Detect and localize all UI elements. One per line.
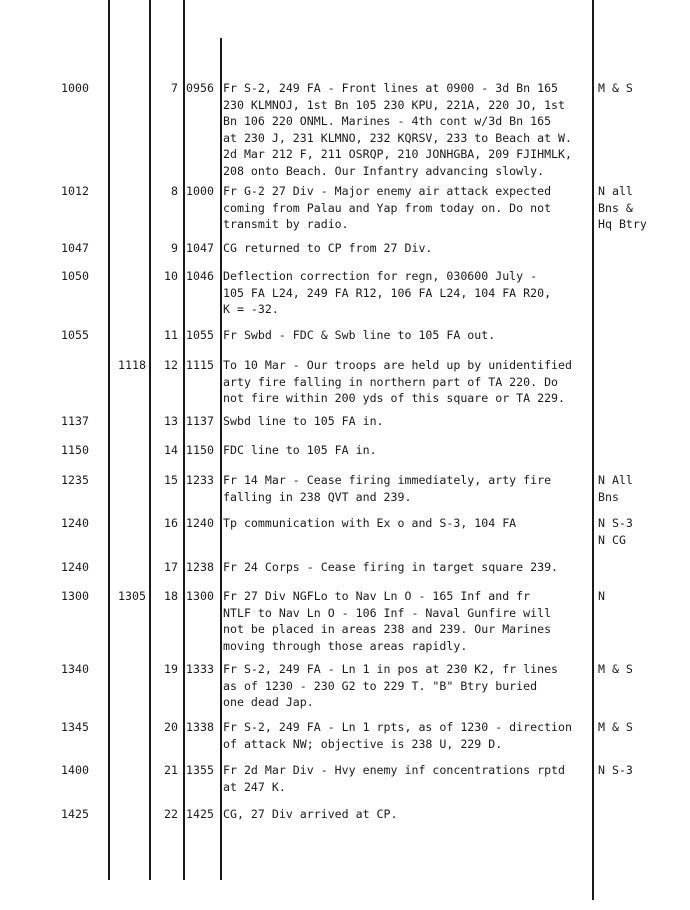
entry-message <box>223 327 591 344</box>
column-rule-1 <box>108 0 110 880</box>
distribution-line: Hq Btry <box>598 217 647 231</box>
message-line: Fr 2d Mar Div - Hvy enemy inf concentrations rptd <box>223 763 566 777</box>
entry-message <box>223 472 591 505</box>
message-line: not fire within 200 yds of this square or TA 229. <box>223 391 566 405</box>
entry-serial-number: 14 <box>164 443 178 457</box>
message-line: 105 FA L24, 249 FA R12, 106 FA L24, 104 FA R20, <box>223 285 552 300</box>
entry-serial-number: 19 <box>164 662 178 676</box>
column-rule-2 <box>149 0 151 880</box>
distribution-line: N CG <box>598 532 626 547</box>
entry-time-received: 1233 <box>186 473 214 487</box>
message-line: CG, 27 Div arrived at CP. <box>223 807 398 821</box>
entry-serial-number: 22 <box>164 807 178 821</box>
entry-message <box>223 413 591 430</box>
entry-distribution <box>598 80 678 97</box>
message-line: one dead Jap. <box>223 695 314 709</box>
entry-time-received: 1115 <box>186 358 214 372</box>
message-line: NTLF to Nav Ln O - 106 Inf - Naval Gunfire will <box>223 605 552 620</box>
message-line: as of 1230 - 230 G2 to 229 T. "B" Btry buried <box>223 678 538 693</box>
entry-time-received: 1047 <box>186 241 214 255</box>
entry-message <box>223 357 591 407</box>
entry-time: 1400 <box>61 763 89 777</box>
column-rule-4 <box>220 38 222 880</box>
entry-time-alt: 1118 <box>118 358 146 372</box>
entry-serial-number: 10 <box>164 269 178 283</box>
entry-distribution <box>598 661 678 678</box>
entry-serial-number: 11 <box>164 328 178 342</box>
entry-time: 1150 <box>61 443 89 457</box>
message-line: of attack NW; objective is 238 U, 229 D. <box>223 736 503 751</box>
message-line: K = -32. <box>223 302 279 316</box>
message-line: coming from Palau and Yap from today on. Do not <box>223 200 552 215</box>
entry-distribution <box>598 515 678 548</box>
entry-message <box>223 719 591 752</box>
entry-message <box>223 268 591 318</box>
entry-message <box>223 442 591 459</box>
entry-time-received: 1355 <box>186 763 214 777</box>
distribution-line: N S-3 <box>598 516 633 530</box>
entry-time-received: 1333 <box>186 662 214 676</box>
message-line: 230 KLMNOJ, 1st Bn 105 230 KPU, 221A, 220 JO, 1st <box>223 97 566 112</box>
message-line: FDC line to 105 FA in. <box>223 443 377 457</box>
entry-time-received: 1055 <box>186 328 214 342</box>
entry-time: 1425 <box>61 807 89 821</box>
entry-serial-number: 8 <box>171 184 178 198</box>
entry-time-received: 1137 <box>186 414 214 428</box>
entry-time: 1047 <box>61 241 89 255</box>
distribution-line: N <box>598 589 605 603</box>
entry-time-received: 1150 <box>186 443 214 457</box>
message-line: Fr Swbd - FDC & Swb line to 105 FA out. <box>223 328 496 342</box>
message-line: transmit by radio. <box>223 217 349 231</box>
distribution-line: M & S <box>598 662 633 676</box>
entry-time-received: 1425 <box>186 807 214 821</box>
entry-message <box>223 661 591 711</box>
message-line: Fr S-2, 249 FA - Ln 1 rpts, as of 1230 - direction <box>223 720 573 734</box>
entry-time: 1240 <box>61 516 89 530</box>
entry-time-received: 1338 <box>186 720 214 734</box>
entry-time: 1137 <box>61 414 89 428</box>
entry-message <box>223 515 591 532</box>
entry-serial-number: 20 <box>164 720 178 734</box>
entry-time: 1240 <box>61 560 89 574</box>
message-line: at 230 J, 231 KLMNO, 232 KQRSV, 233 to Beach at W. <box>223 130 573 145</box>
entry-message <box>223 183 591 233</box>
entry-time-received: 1240 <box>186 516 214 530</box>
entry-distribution <box>598 762 678 779</box>
entry-serial-number: 9 <box>171 241 178 255</box>
message-line: Fr G-2 27 Div - Major enemy air attack expected <box>223 184 552 198</box>
entry-distribution <box>598 719 678 736</box>
entry-serial-number: 21 <box>164 763 178 777</box>
entry-message <box>223 588 591 654</box>
message-line: Fr 27 Div NGFLo to Nav Ln O - 165 Inf and fr <box>223 589 531 603</box>
distribution-line: Bns & <box>598 200 633 215</box>
distribution-line: N All <box>598 473 633 487</box>
entry-time: 1345 <box>61 720 89 734</box>
distribution-line: M & S <box>598 81 633 95</box>
message-line: Tp communication with Ex o and S-3, 104 FA <box>223 516 517 530</box>
entry-serial-number: 13 <box>164 414 178 428</box>
entry-message <box>223 240 591 257</box>
message-line: Fr S-2, 249 FA - Front lines at 0900 - 3d Bn 165 <box>223 81 559 95</box>
message-line: Fr S-2, 249 FA - Ln 1 in pos at 230 K2, fr lines <box>223 662 559 676</box>
distribution-line: N S-3 <box>598 763 633 777</box>
entry-distribution <box>598 588 678 605</box>
entry-message <box>223 806 591 823</box>
entry-time-received: 1238 <box>186 560 214 574</box>
message-line: not be placed in areas 238 and 239. Our Marines <box>223 622 552 636</box>
message-line: Deflection correction for regn, 030600 July - <box>223 269 538 283</box>
message-line: To 10 Mar - Our troops are held up by unidentified <box>223 358 573 372</box>
message-line: at 247 K. <box>223 779 286 794</box>
column-rule-5 <box>592 0 594 900</box>
entry-distribution <box>598 183 678 233</box>
entry-time: 1300 <box>61 589 89 603</box>
entry-serial-number: 7 <box>171 81 178 95</box>
entry-message <box>223 559 591 576</box>
entry-serial-number: 15 <box>164 473 178 487</box>
entry-time: 1050 <box>61 269 89 283</box>
entry-serial-number: 12 <box>164 358 178 372</box>
message-line: Swbd line to 105 FA in. <box>223 414 384 428</box>
entry-time: 1235 <box>61 473 89 487</box>
entry-time-received: 1300 <box>186 589 214 603</box>
message-line: Bn 106 220 ONML. Marines - 4th cont w/3d Bn 165 <box>223 114 552 128</box>
entry-message <box>223 762 591 795</box>
message-line: Fr 24 Corps - Cease firing in target square 239. <box>223 560 559 574</box>
message-line: CG returned to CP from 27 Div. <box>223 241 433 255</box>
distribution-line: M & S <box>598 720 633 734</box>
entry-serial-number: 16 <box>164 516 178 530</box>
message-line: arty fire falling in northern part of TA 220. Do <box>223 374 559 389</box>
message-line: Fr 14 Mar - Cease firing immediately, arty fire <box>223 473 552 487</box>
message-line: falling in 238 QVT and 239. <box>223 489 412 504</box>
column-rule-3 <box>183 0 185 880</box>
entry-time-received: 1046 <box>186 269 214 283</box>
entry-time-received: 1000 <box>186 184 214 198</box>
distribution-line: Bns <box>598 489 619 504</box>
entry-time-received: 0956 <box>186 81 214 95</box>
message-line: moving through those areas rapidly. <box>223 638 468 653</box>
entry-serial-number: 18 <box>164 589 178 603</box>
entry-distribution <box>598 472 678 505</box>
entry-time: 1055 <box>61 328 89 342</box>
message-line: 208 onto Beach. Our Infantry advancing slowly. <box>223 163 545 178</box>
entry-time: 1000 <box>61 81 89 95</box>
entry-time-alt: 1305 <box>118 589 146 603</box>
distribution-line: N all <box>598 184 633 198</box>
message-line: 2d Mar 212 F, 211 OSRQP, 210 JONHGBA, 209 FJIHMLK, <box>223 147 573 161</box>
entry-message <box>223 80 591 179</box>
entry-serial-number: 17 <box>164 560 178 574</box>
entry-time: 1012 <box>61 184 89 198</box>
entry-time: 1340 <box>61 662 89 676</box>
